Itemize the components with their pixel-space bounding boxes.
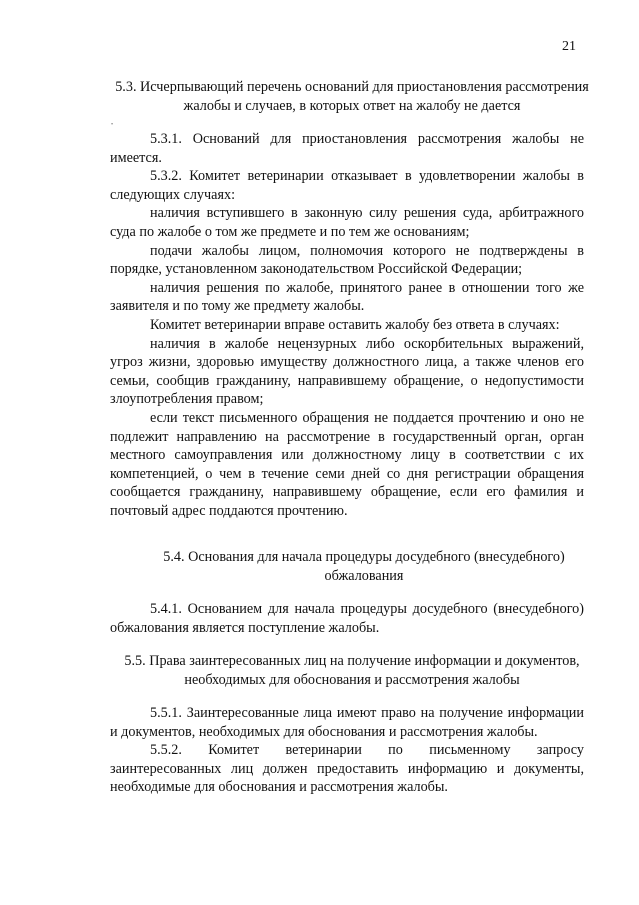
paragraph-no-answer-illegible: если текст письменного обращения не поддается прочтению и оно не подлежит направлению на рассмотрение в государственный орган, орган местного самоуправления или должностному лицу в соответствии с их компетенцией, о чем в течение семи дней со дня регистрации обращения сообщается гражданину, направившему обращение, если его фамилия и почтовый адрес поддаются прочтению.	[110, 409, 584, 519]
paragraph-no-answer-obscene: наличия в жалобе нецензурных либо оскорбительных выражений, угроз жизни, здоровью имуществу должностного лица, а также членов его семьи, сообщив гражданину, направившему обращение, о недопустимости злоупотребления правом;	[110, 335, 584, 408]
page-number: 21	[562, 39, 576, 54]
paragraph-5-5-1: 5.5.1. Заинтересованные лица имеют право на получение информации и документов, необходимых для обоснования и рассмотрения жалобы.	[110, 705, 584, 740]
paragraph-refusal-court: наличия вступившего в законную силу решения суда, арбитражного суда по жалобе о том же предмете и по тем же основаниям;	[110, 205, 584, 240]
paragraph-5-3-1: 5.3.1. Оснований для приостановления рассмотрения жалобы не имеется.	[110, 131, 584, 166]
paragraph-5-5-2: 5.5.2. Комитет ветеринарии по письменному запросу заинтересованных лиц должен предоставить информацию и документы, необходимые для обоснования и рассмотрения жалобы.	[110, 742, 584, 796]
paragraph-refusal-prior: наличия решения по жалобе, принятого ранее в отношении того же заявителя и по тому же предмету жалобы.	[110, 279, 584, 315]
section-5-3-heading: 5.3. Исчерпывающий перечень оснований для приостановления рассмотрения жалобы и случаев, в которых ответ на жалобу не дается	[115, 79, 589, 114]
scan-dot: •	[111, 122, 114, 128]
section-5-5-heading: 5.5. Права заинтересованных лиц на получение информации и документов, необходимых для обоснования и рассмотрения жалобы	[124, 653, 580, 688]
paragraph-5-4-1: 5.4.1. Основанием для начала процедуры досудебного (внесудебного) обжалования является поступление жалобы.	[110, 601, 584, 636]
paragraph-refusal-authority: подачи жалобы лицом, полномочия которого не подтверждены в порядке, установленном законодательством Российской Федерации;	[110, 242, 584, 278]
section-5-4-heading: 5.4. Основания для начала процедуры досудебного (внесудебного) обжалования	[163, 549, 565, 584]
paragraph-no-answer-intro: Комитет ветеринарии вправе оставить жалобу без ответа в случаях:	[150, 316, 560, 333]
paragraph-5-3-2: 5.3.2. Комитет ветеринарии отказывает в удовлетворении жалобы в следующих случаях:	[110, 168, 584, 203]
section-5-5-body	[110, 704, 584, 797]
section-5-3-body	[110, 130, 584, 520]
section-5-4-body	[110, 600, 584, 637]
